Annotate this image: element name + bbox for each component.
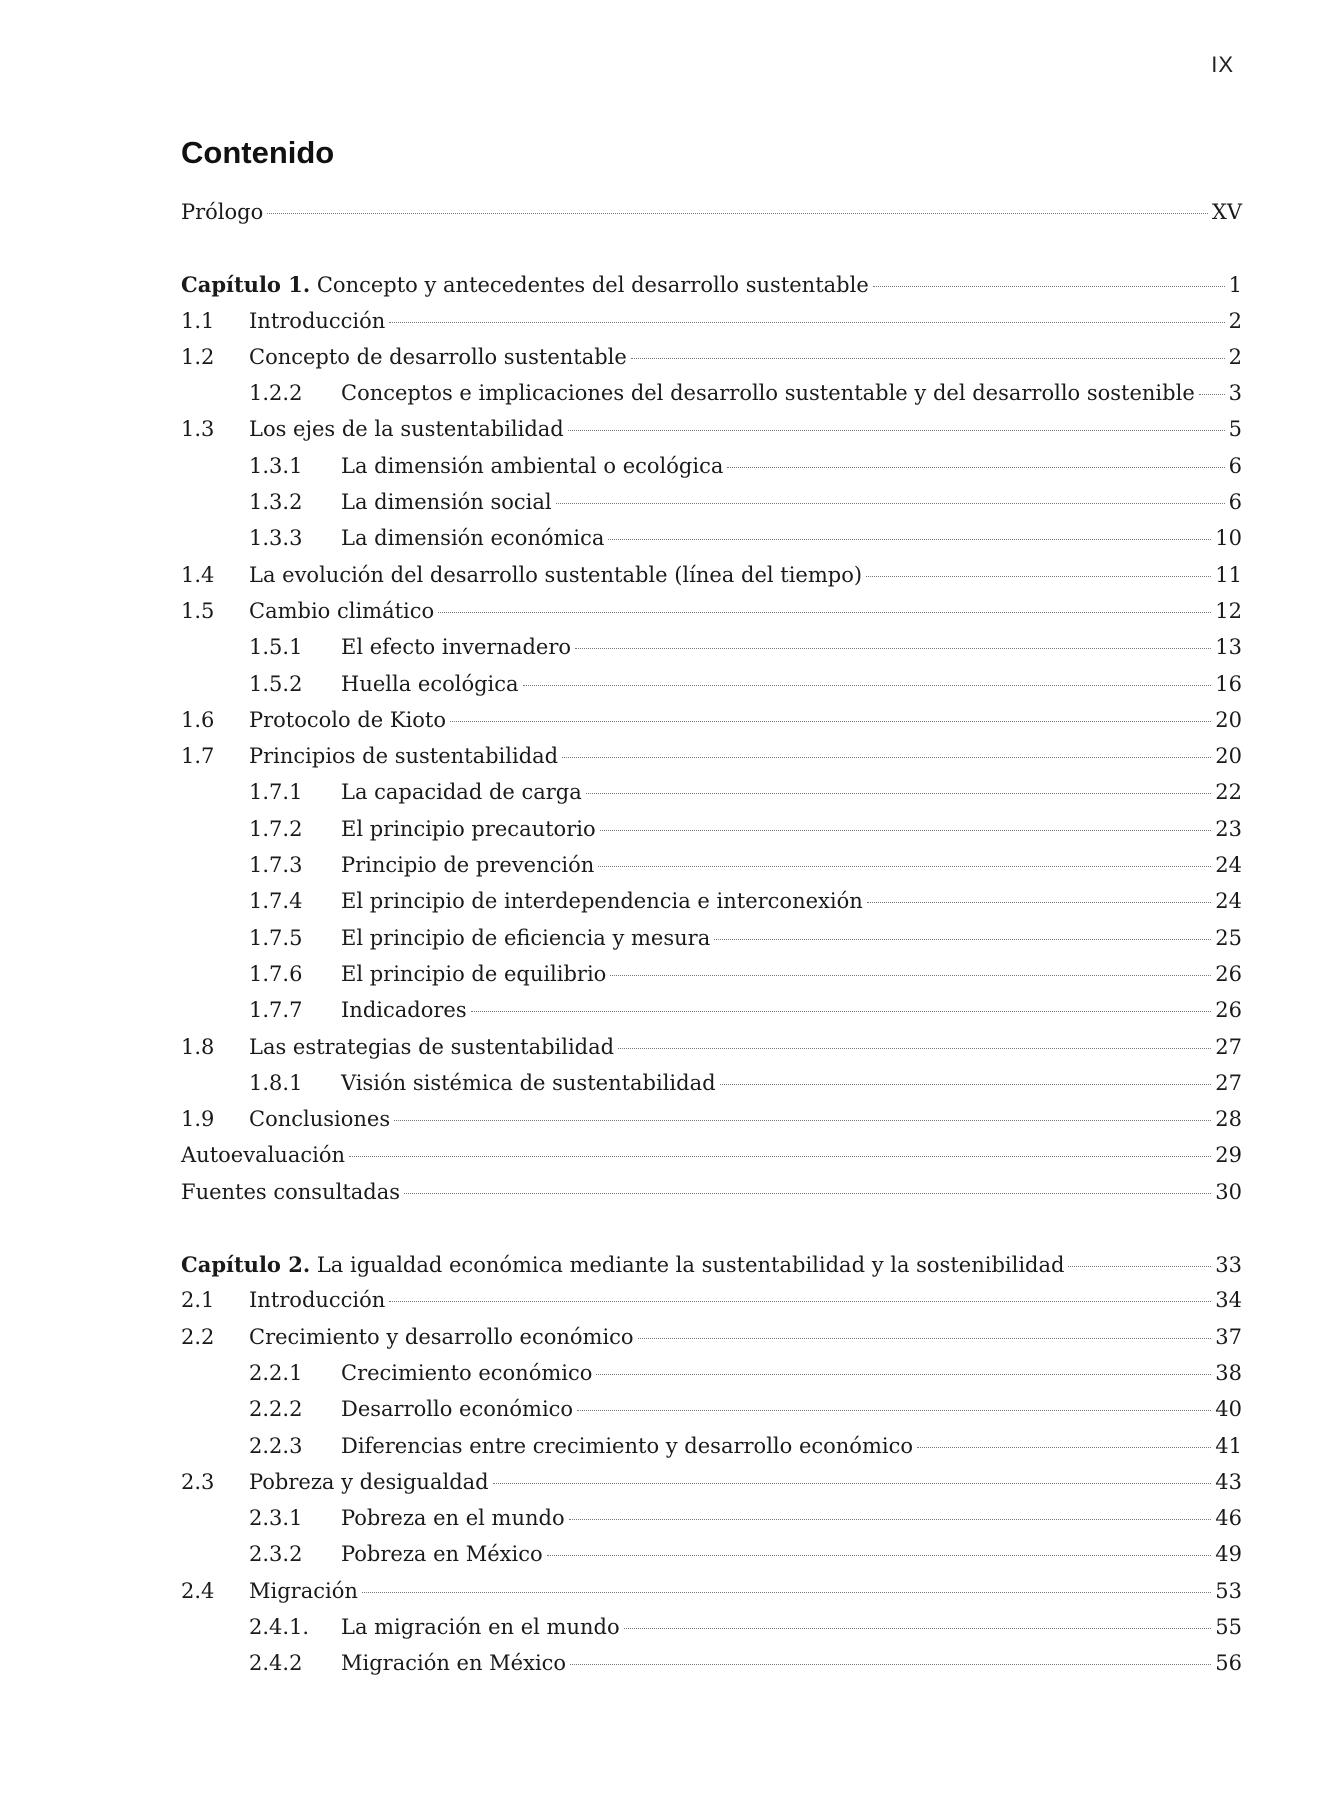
toc-entry[interactable] [181, 889, 1242, 925]
toc-entry-title: Autoevaluación [181, 1143, 345, 1168]
toc-entry-number: 1.3 [181, 417, 215, 442]
toc-entry-page: 40 [1215, 1397, 1242, 1422]
toc-entry-title: La dimensión ambiental o ecológica [341, 453, 724, 478]
toc-entry-number: 1.7.2 [249, 816, 303, 841]
toc-entry-number: 1.5 [181, 598, 215, 623]
dot-leader [471, 1011, 1212, 1012]
toc-entry-number: 1.7 [181, 744, 215, 769]
toc-entry-title: El principio de equilibrio [341, 961, 607, 986]
dot-leader [867, 902, 1212, 903]
toc-entry-page: 27 [1215, 1070, 1242, 1095]
toc-entry[interactable] [181, 1470, 1242, 1506]
dot-leader [556, 503, 1225, 504]
toc-entry-title: Introducción [249, 1288, 386, 1313]
toc-entry-page: 13 [1215, 635, 1242, 660]
toc-entry-title: El principio precautorio [341, 816, 596, 841]
dot-leader [1068, 1266, 1211, 1267]
dot-leader [727, 467, 1224, 468]
toc-entry-number: 2.2.2 [249, 1397, 303, 1422]
toc-entry-title: El efecto invernadero [341, 635, 572, 660]
dot-leader [720, 1084, 1212, 1085]
toc-entry-page: 43 [1215, 1469, 1242, 1494]
toc-entry-number: 2.4.2 [249, 1651, 303, 1676]
toc-entry[interactable] [181, 817, 1242, 853]
toc-entry[interactable] [181, 1651, 1242, 1687]
toc-entry-page: 20 [1215, 707, 1242, 732]
dot-leader [389, 1301, 1211, 1302]
dot-leader [438, 612, 1211, 613]
toc-entry-title: Crecimiento y desarrollo económico [249, 1324, 634, 1349]
toc-entry-title: La dimensión económica [341, 526, 605, 551]
toc-entry-title: La evolución del desarrollo sustentable (línea del tiempo) [249, 562, 863, 587]
chapter-label: Capítulo 1. [181, 272, 311, 298]
toc-entry[interactable] [181, 926, 1242, 962]
toc-entry-title: El principio de eficiencia y mesura [341, 925, 711, 950]
toc-entry-title: Prólogo [181, 200, 264, 224]
dot-leader [569, 1519, 1212, 1520]
dot-leader [917, 1447, 1211, 1448]
toc-entry-title: El principio de interdependencia e interconexión [341, 889, 863, 914]
toc-entry-page: 30 [1215, 1179, 1242, 1204]
toc-entry-title: La capacidad de carga [341, 780, 582, 805]
toc-entry[interactable] [181, 1615, 1242, 1651]
dot-leader [624, 1628, 1212, 1629]
toc-entry-title: Visión sistémica de sustentabilidad [341, 1070, 716, 1095]
toc-entry-number: 2.2.3 [249, 1433, 303, 1458]
toc-entry[interactable] [181, 853, 1242, 889]
toc-entry-page: 6 [1228, 490, 1242, 515]
toc-entry-title: Cambio climático [249, 598, 435, 623]
dot-leader [404, 1193, 1211, 1194]
toc-entry[interactable] [181, 744, 1242, 780]
toc-chapter-title [181, 272, 869, 297]
dot-leader [600, 830, 1212, 831]
toc-entry-title: Conclusiones [249, 1107, 391, 1132]
toc-entry-title: Crecimiento económico [341, 1360, 593, 1385]
toc-entry-title: Protocolo de Kioto [249, 707, 447, 732]
page-number: IX [1211, 52, 1234, 77]
dot-leader [610, 975, 1211, 976]
toc-entry-number: 2.2 [181, 1324, 215, 1349]
dot-leader [866, 576, 1211, 577]
toc-entry-number: 1.5.2 [249, 671, 303, 696]
toc-entry[interactable] [181, 1288, 1242, 1324]
toc-entry-number: 1.8.1 [249, 1070, 303, 1095]
section-gap [181, 236, 1242, 272]
dot-leader [575, 648, 1211, 649]
toc-entry-page: 38 [1215, 1360, 1242, 1385]
toc-entry[interactable] [181, 672, 1242, 708]
toc-entry-number: 1.7.6 [249, 961, 303, 986]
dot-leader [618, 1048, 1211, 1049]
toc-entry-title: Pobreza en el mundo [341, 1506, 565, 1531]
toc-entry-title: Desarrollo económico [341, 1397, 574, 1422]
toc-entry-page: 49 [1215, 1542, 1242, 1567]
toc-entry-title: Migración en México [341, 1651, 567, 1676]
dot-leader [523, 685, 1212, 686]
toc-entry-page: 22 [1215, 780, 1242, 805]
dot-leader [586, 793, 1211, 794]
toc-entry-page: 5 [1228, 417, 1242, 442]
toc-entry-number: 1.9 [181, 1107, 215, 1132]
toc-entry-page: 24 [1215, 889, 1242, 914]
dot-leader [362, 1592, 1211, 1593]
toc-entry-number: 1.1 [181, 308, 215, 333]
toc-entry-title: La migración en el mundo [341, 1614, 620, 1639]
dot-leader [568, 430, 1225, 431]
toc-entry-page: 2 [1228, 344, 1242, 369]
toc-entry-number: 1.7.3 [249, 853, 303, 878]
toc-entry-page: 28 [1215, 1107, 1242, 1132]
toc-entry-page: 20 [1215, 744, 1242, 769]
dot-leader [267, 213, 1208, 214]
dot-leader [394, 1120, 1211, 1121]
toc-entry-number: 1.3.3 [249, 526, 303, 551]
toc-entry-title: Fuentes consultadas [181, 1179, 401, 1204]
dot-leader [608, 539, 1211, 540]
toc-entry-title: Concepto de desarrollo sustentable [249, 344, 627, 369]
toc-entry-page: 6 [1228, 453, 1242, 478]
table-of-contents [181, 200, 1242, 1688]
toc-entry[interactable] [181, 1143, 1242, 1179]
toc-entry[interactable] [181, 526, 1242, 562]
toc-entry-number: 1.3.2 [249, 490, 303, 515]
toc-entry-number: 1.6 [181, 707, 215, 732]
toc-entry-page: 2 [1228, 308, 1242, 333]
toc-entry[interactable] [181, 1397, 1242, 1433]
toc-entry-page: 24 [1215, 853, 1242, 878]
toc-entry-title: Principios de sustentabilidad [249, 744, 559, 769]
dot-leader [596, 1374, 1211, 1375]
toc-entry-number: 1.7.4 [249, 889, 303, 914]
chapter-title-text: Concepto y antecedentes del desarrollo sustentable [316, 273, 869, 298]
toc-entry-title: Las estrategias de sustentabilidad [249, 1034, 615, 1059]
toc-entry-number: 1.2 [181, 344, 215, 369]
dot-leader [631, 358, 1225, 359]
toc-entry-title: Indicadores [341, 998, 467, 1023]
toc-entry[interactable] [181, 454, 1242, 490]
toc-entry-page: 27 [1215, 1034, 1242, 1059]
toc-entry-number: 1.4 [181, 562, 215, 587]
toc-entry-number: 2.4.1. [249, 1614, 310, 1639]
dot-leader [714, 939, 1211, 940]
toc-entry[interactable] [181, 1361, 1242, 1397]
toc-entry[interactable] [181, 417, 1242, 453]
toc-entry-number: 2.2.1 [249, 1360, 303, 1385]
toc-entry[interactable] [181, 1071, 1242, 1107]
dot-leader [598, 866, 1211, 867]
toc-entry[interactable] [181, 381, 1242, 417]
toc-entry-number: 1.7.5 [249, 925, 303, 950]
toc-entry-page: 26 [1215, 998, 1242, 1023]
toc-entry-page: 37 [1215, 1324, 1242, 1349]
toc-entry[interactable] [181, 599, 1242, 635]
toc-entry[interactable] [181, 635, 1242, 671]
toc-chapter-title [181, 1252, 1064, 1277]
toc-entry[interactable] [181, 490, 1242, 526]
toc-entry[interactable] [181, 1542, 1242, 1578]
toc-entry[interactable] [181, 309, 1242, 345]
chapter-title-text: La igualdad económica mediante la sustentabilidad y la sostenibilidad [316, 1253, 1065, 1278]
toc-entry-title: Principio de prevención [341, 853, 595, 878]
toc-entry-number: 1.7.1 [249, 780, 303, 805]
toc-entry-number: 1.7.7 [249, 998, 303, 1023]
toc-entry-page: 26 [1215, 961, 1242, 986]
dot-leader [547, 1555, 1212, 1556]
toc-entry-page: 11 [1215, 562, 1242, 587]
chapter-label: Capítulo 2. [181, 1252, 311, 1278]
toc-entry-page: XV [1211, 200, 1242, 224]
toc-entry-page: 29 [1215, 1143, 1242, 1168]
toc-entry-number: 1.5.1 [249, 635, 303, 660]
toc-entry-title: Conceptos e implicaciones del desarrollo sustentable y del desarrollo sostenible [341, 381, 1195, 406]
dot-leader [493, 1483, 1212, 1484]
dot-leader [577, 1410, 1211, 1411]
toc-entry-page: 10 [1215, 526, 1242, 551]
toc-entry-title: Pobreza y desigualdad [249, 1469, 489, 1494]
toc-entry[interactable] [181, 1325, 1242, 1361]
dot-leader [562, 757, 1211, 758]
dot-leader [1199, 394, 1225, 395]
toc-entry-title: La dimensión social [341, 490, 552, 515]
dot-leader [638, 1338, 1212, 1339]
toc-entry-number: 1.2.2 [249, 381, 303, 406]
toc-entry[interactable] [181, 780, 1242, 816]
toc-entry-page: 53 [1215, 1578, 1242, 1603]
toc-entry-number: 2.3.1 [249, 1506, 303, 1531]
toc-entry-page: 1 [1228, 273, 1242, 298]
toc-entry[interactable] [181, 998, 1242, 1034]
toc-entry-page: 16 [1215, 671, 1242, 696]
toc-entry-page: 41 [1215, 1433, 1242, 1458]
toc-entry-number: 1.3.1 [249, 453, 303, 478]
toc-entry[interactable] [181, 1434, 1242, 1470]
toc-entry-page: 23 [1215, 816, 1242, 841]
toc-entry[interactable] [181, 1180, 1242, 1216]
page-title: Contenido [181, 135, 335, 170]
toc-entry[interactable] [181, 563, 1242, 599]
toc-entry-page: 25 [1215, 925, 1242, 950]
toc-entry-number: 2.3 [181, 1469, 215, 1494]
toc-chapter-1[interactable] [181, 272, 1242, 308]
toc-entry[interactable] [181, 1579, 1242, 1615]
toc-entry-number: 2.3.2 [249, 1542, 303, 1567]
toc-entry[interactable] [181, 1506, 1242, 1542]
toc-entry-page: 56 [1215, 1651, 1242, 1676]
section-gap [181, 1216, 1242, 1252]
toc-entry[interactable] [181, 708, 1242, 744]
toc-entry-title: Los ejes de la sustentabilidad [249, 417, 564, 442]
toc-entry[interactable] [181, 1107, 1242, 1143]
toc-entry-page: 33 [1215, 1253, 1242, 1278]
toc-entry-page: 3 [1228, 381, 1242, 406]
dot-leader [873, 286, 1225, 287]
toc-entry-number: 2.4 [181, 1578, 215, 1603]
toc-entry-number: 2.1 [181, 1288, 215, 1313]
toc-entry-prologue[interactable] [181, 200, 1242, 236]
toc-entry-number: 1.8 [181, 1034, 215, 1059]
dot-leader [389, 322, 1224, 323]
toc-entry-title: Migración [249, 1578, 358, 1603]
toc-entry-title: Pobreza en México [341, 1542, 543, 1567]
dot-leader [450, 721, 1211, 722]
toc-entry-page: 12 [1215, 598, 1242, 623]
toc-entry-page: 55 [1215, 1614, 1242, 1639]
dot-leader [570, 1664, 1211, 1665]
toc-entry-page: 46 [1215, 1506, 1242, 1531]
toc-entry-title: Introducción [249, 308, 386, 333]
toc-entry-title: Diferencias entre crecimiento y desarrollo económico [341, 1433, 913, 1458]
toc-chapter-2[interactable] [181, 1252, 1242, 1288]
toc-entry-title: Huella ecológica [341, 671, 519, 696]
toc-entry[interactable] [181, 962, 1242, 998]
toc-entry[interactable] [181, 345, 1242, 381]
dot-leader [349, 1156, 1211, 1157]
toc-entry[interactable] [181, 1035, 1242, 1071]
toc-entry-page: 34 [1215, 1288, 1242, 1313]
